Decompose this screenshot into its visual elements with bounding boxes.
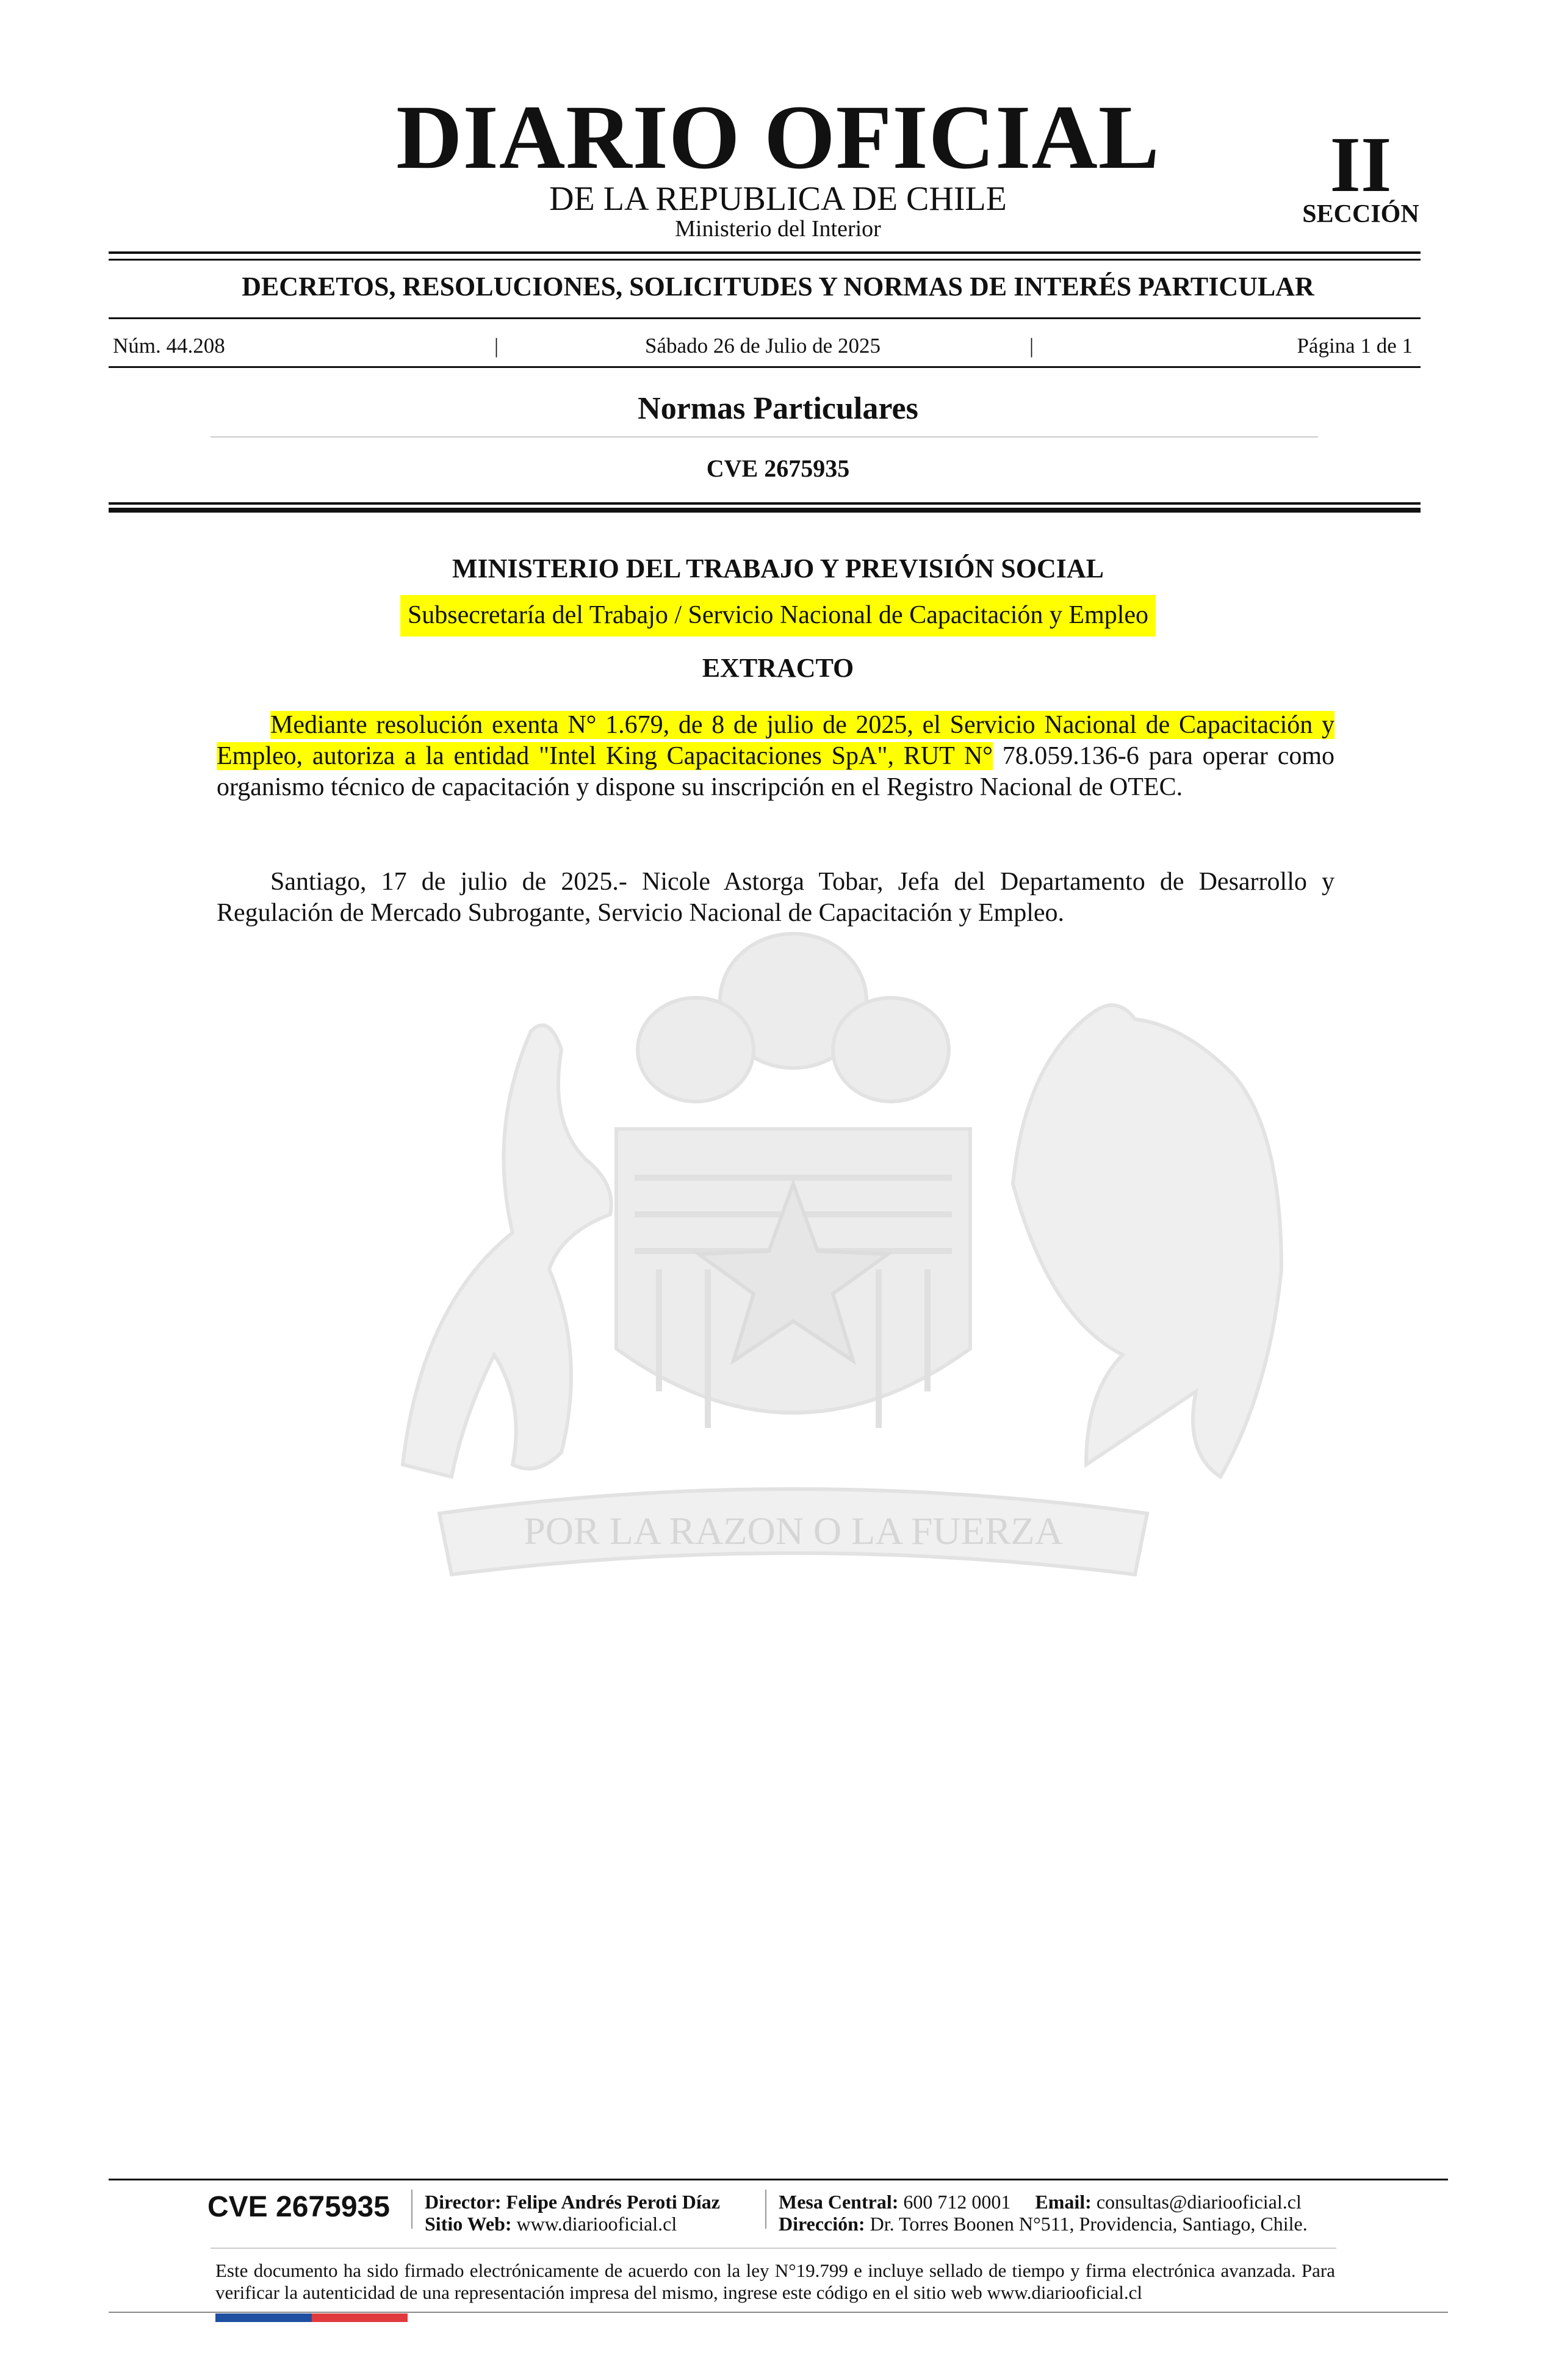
footer-contact-right bbox=[779, 2191, 1308, 2235]
address-value: Dr. Torres Boonen N°511, Providencia, Santiago, Chile. bbox=[870, 2213, 1308, 2235]
flag-stripe-red bbox=[312, 2313, 408, 2322]
website-link[interactable]: www.diariooficial.cl bbox=[516, 2213, 677, 2235]
mesa-phone: 600 712 0001 bbox=[903, 2191, 1011, 2213]
email-label: Email: bbox=[1035, 2191, 1092, 2213]
signature-paragraph bbox=[217, 867, 1334, 929]
footer-divider bbox=[411, 2190, 412, 2229]
watermark-motto: POR LA RAZON O LA FUERZA bbox=[524, 1509, 1063, 1552]
mesa-label: Mesa Central: bbox=[779, 2191, 899, 2213]
divider bbox=[211, 436, 1318, 438]
masthead-title: DIARIO OFICIAL bbox=[396, 87, 1160, 188]
ministry-heading: MINISTERIO DEL TRABAJO Y PREVISIÓN SOCIAL bbox=[452, 554, 1104, 583]
subsecretaria-heading: Subsecretaría del Trabajo / Servicio Nacional de Capacitación y Empleo bbox=[400, 595, 1156, 636]
section-label: SECCIÓN bbox=[1302, 200, 1419, 228]
legal-notice: Este documento ha sido firmado electrónicamente de acuerdo con la ley N°19.799 e incluye sellado de tiempo y firma electrónica avanzada. Para verificar la autenticidad de una representación impresa del mismo, ingrese este código en el sitio web www.diariooficial.cl bbox=[215, 2260, 1335, 2303]
section-title: Normas Particulares bbox=[638, 391, 918, 426]
paragraph-text: 78.059.136-6 para operar como organismo técnico de capacitación y dispone su inscripción en el Registro Nacional de OTEC. bbox=[217, 742, 1335, 801]
header-rule bbox=[109, 251, 1421, 254]
paragraph-text: Santiago, 17 de julio de 2025.- Nicole Astorga Tobar, Jefa del Departamento de Desarrollo y Regulación de Mercado Subrogante, Servicio Nacional de Capacitación y Empleo. bbox=[217, 868, 1334, 927]
page-indicator: Página 1 de 1 bbox=[1297, 334, 1413, 358]
masthead-ministry: Ministerio del Interior bbox=[675, 216, 881, 242]
director-label: Director: bbox=[425, 2191, 502, 2213]
separator: | bbox=[494, 334, 499, 358]
masthead-subtitle: DE LA REPUBLICA DE CHILE bbox=[549, 180, 1007, 218]
footer-divider bbox=[765, 2190, 766, 2229]
address-label: Dirección: bbox=[779, 2213, 865, 2235]
section-number: II bbox=[1330, 121, 1392, 209]
footer-rule bbox=[109, 2312, 1448, 2313]
separator: | bbox=[1029, 334, 1034, 358]
highlighted-text: Mediante resolución exenta N° 1.679, de 8 de julio de 2025, el Servicio Nacional de Capacitación y Empleo, autoriza a la entidad "Intel King Capacitaciones SpA", RUT N° bbox=[217, 711, 1334, 770]
footer-cve-code: CVE 2675935 bbox=[207, 2191, 390, 2223]
header-rule bbox=[109, 317, 1421, 319]
website-label: Sitio Web: bbox=[425, 2213, 512, 2235]
coat-of-arms-watermark bbox=[330, 928, 1367, 1660]
header-rule bbox=[109, 366, 1421, 368]
header-rule bbox=[109, 508, 1421, 513]
resolution-paragraph bbox=[217, 710, 1334, 803]
email-link[interactable]: consultas@diariooficial.cl bbox=[1096, 2191, 1302, 2213]
header-rule bbox=[109, 502, 1421, 505]
category-heading: DECRETOS, RESOLUCIONES, SOLICITUDES Y NORMAS DE INTERÉS PARTICULAR bbox=[242, 272, 1314, 301]
subsecretaria-wrapper bbox=[0, 595, 1556, 636]
document-type: EXTRACTO bbox=[702, 653, 854, 683]
director-name: Felipe Andrés Peroti Díaz bbox=[506, 2191, 720, 2213]
issue-number: Núm. 44.208 bbox=[113, 334, 225, 358]
footer-rule bbox=[109, 2179, 1448, 2180]
footer-divider bbox=[211, 2248, 1336, 2249]
cve-code: CVE 2675935 bbox=[706, 455, 850, 482]
header-rule bbox=[109, 259, 1421, 261]
issue-date: Sábado 26 de Julio de 2025 bbox=[645, 334, 881, 358]
footer-contact-left bbox=[425, 2191, 720, 2235]
flag-stripe-blue bbox=[215, 2313, 312, 2322]
